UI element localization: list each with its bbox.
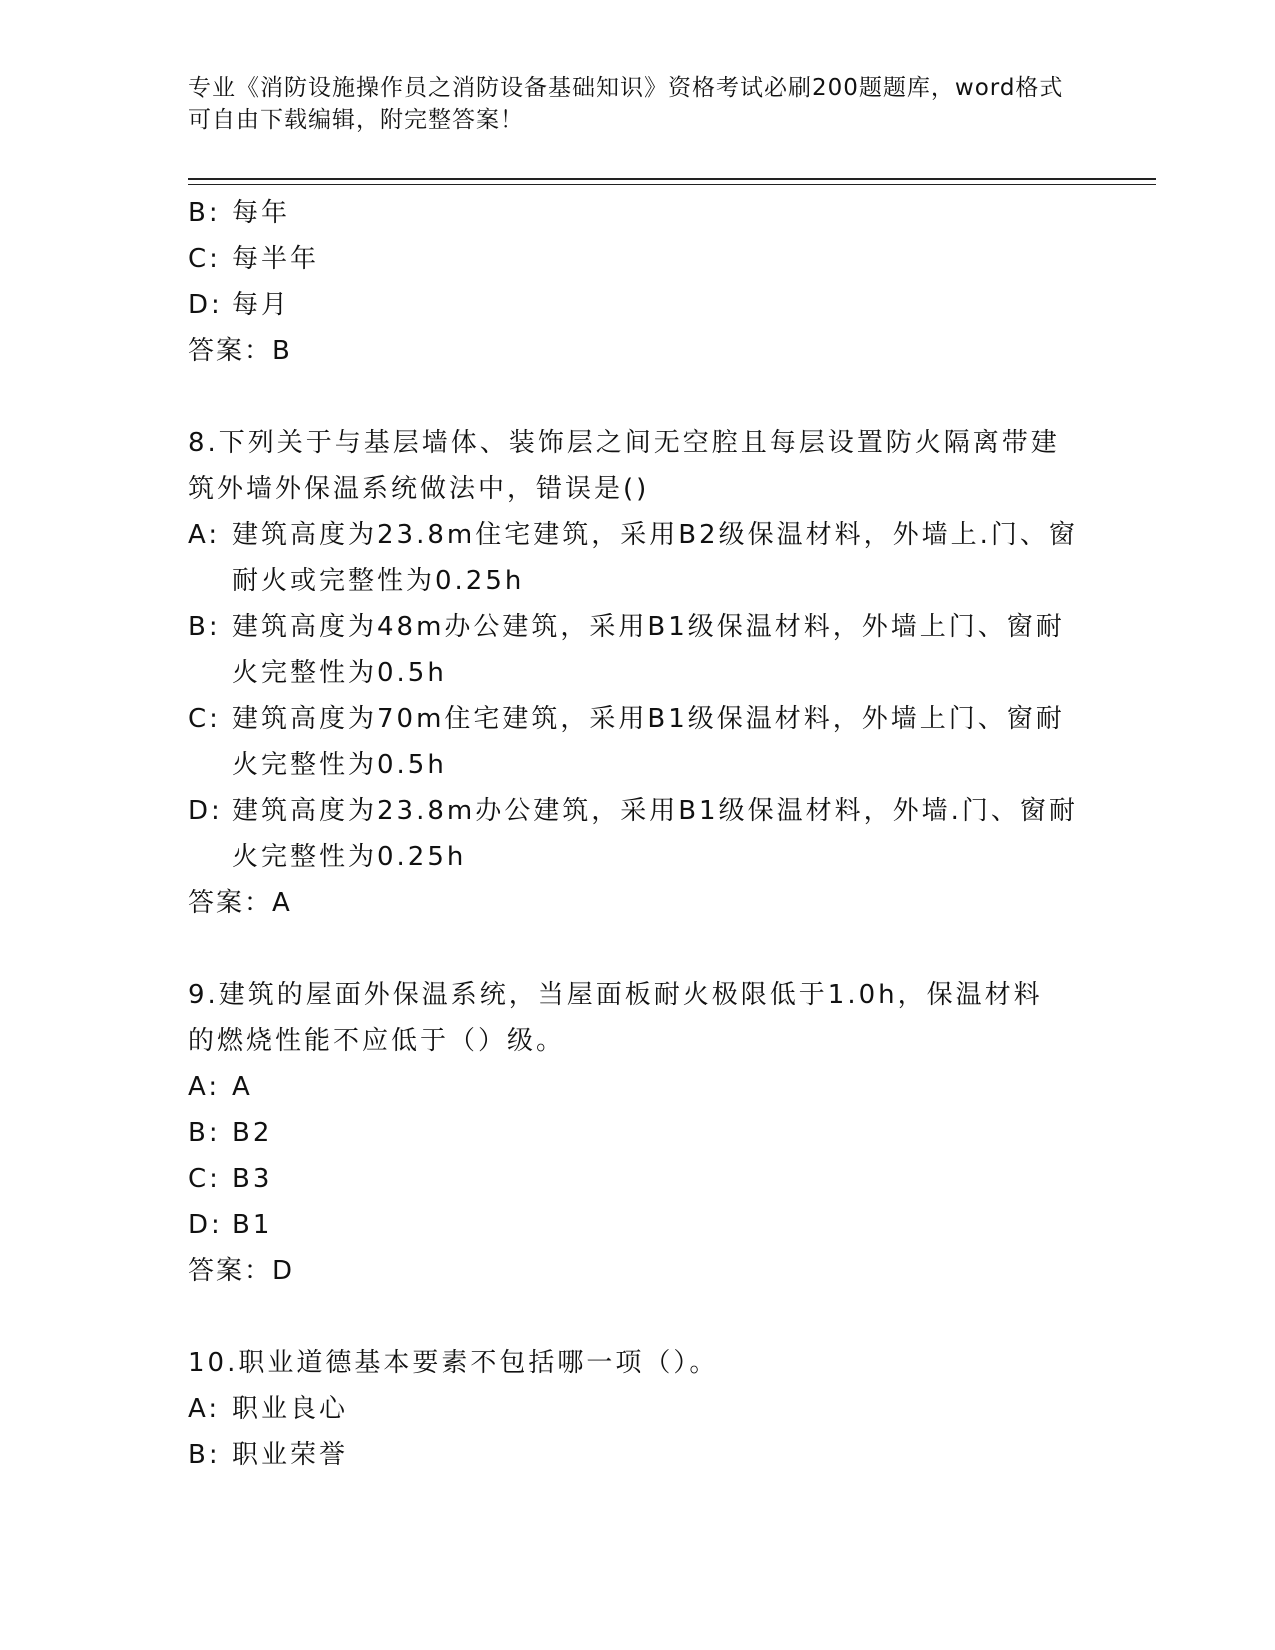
option-letter: C: bbox=[188, 244, 221, 274]
question-text: 10.职业道德基本要素不包括哪一项（）。 bbox=[188, 1348, 719, 1378]
option-b bbox=[188, 190, 1088, 236]
option-text: A bbox=[232, 1072, 253, 1102]
option-letter: D: bbox=[188, 796, 223, 826]
option-b bbox=[188, 1110, 1088, 1156]
document-body bbox=[188, 190, 1088, 1478]
option-a bbox=[188, 1386, 1088, 1432]
option-c bbox=[188, 696, 1088, 788]
answer-line: 答案：D bbox=[188, 1256, 295, 1286]
option-b bbox=[188, 1432, 1088, 1478]
option-text: 每月 bbox=[232, 290, 291, 320]
header-divider-thin bbox=[188, 184, 1156, 185]
option-text: B3 bbox=[232, 1164, 273, 1194]
option-text: 每半年 bbox=[232, 244, 320, 274]
option-letter: A: bbox=[188, 520, 221, 550]
question-block-9 bbox=[188, 972, 1088, 1294]
option-text: 建筑高度为70m住宅建筑，采用B1级保温材料，外墙上门、窗耐火完整性为0.5h bbox=[232, 704, 1065, 780]
option-letter: B: bbox=[188, 198, 221, 228]
option-d bbox=[188, 788, 1088, 880]
question-block-8 bbox=[188, 420, 1088, 926]
header-divider-thick bbox=[188, 178, 1156, 180]
option-a bbox=[188, 1064, 1088, 1110]
question-text: 8.下列关于与基层墙体、装饰层之间无空腔且每层设置防火隔离带建筑外墙外保温系统做法中，错误是() bbox=[188, 428, 1060, 504]
option-letter: B: bbox=[188, 612, 221, 642]
option-c bbox=[188, 1156, 1088, 1202]
option-letter: A: bbox=[188, 1394, 221, 1424]
question-text: 9.建筑的屋面外保温系统，当屋面板耐火极限低于1.0h，保温材料的燃烧性能不应低于（）级。 bbox=[188, 980, 1043, 1056]
option-letter: D: bbox=[188, 290, 223, 320]
option-a bbox=[188, 512, 1088, 604]
option-c bbox=[188, 236, 1088, 282]
option-letter: C: bbox=[188, 1164, 221, 1194]
document-header: 专业《消防设施操作员之消防设备基础知识》资格考试必刷200题题库，word格式可自由下载编辑，附完整答案！ bbox=[188, 75, 1064, 133]
option-text: 每年 bbox=[232, 198, 291, 228]
option-text: 建筑高度为23.8m办公建筑，采用B1级保温材料，外墙.门、窗耐火完整性为0.25h bbox=[232, 796, 1078, 872]
option-d bbox=[188, 282, 1088, 328]
answer-line: 答案：A bbox=[188, 888, 292, 918]
option-letter: B: bbox=[188, 1118, 221, 1148]
option-letter: A: bbox=[188, 1072, 221, 1102]
option-letter: C: bbox=[188, 704, 221, 734]
answer-line: 答案：B bbox=[188, 336, 292, 366]
question-block-10 bbox=[188, 1340, 1088, 1478]
option-letter: B: bbox=[188, 1440, 221, 1470]
option-text: B1 bbox=[232, 1210, 273, 1240]
option-letter: D: bbox=[188, 1210, 223, 1240]
question-block-prev bbox=[188, 190, 1088, 374]
option-text: 职业荣誉 bbox=[232, 1440, 349, 1470]
option-text: 建筑高度为23.8m住宅建筑，采用B2级保温材料，外墙上.门、窗耐火或完整性为0.25h bbox=[232, 520, 1078, 596]
option-d bbox=[188, 1202, 1088, 1248]
option-text: 职业良心 bbox=[232, 1394, 349, 1424]
option-b bbox=[188, 604, 1088, 696]
option-text: 建筑高度为48m办公建筑，采用B1级保温材料，外墙上门、窗耐火完整性为0.5h bbox=[232, 612, 1065, 688]
option-text: B2 bbox=[232, 1118, 273, 1148]
